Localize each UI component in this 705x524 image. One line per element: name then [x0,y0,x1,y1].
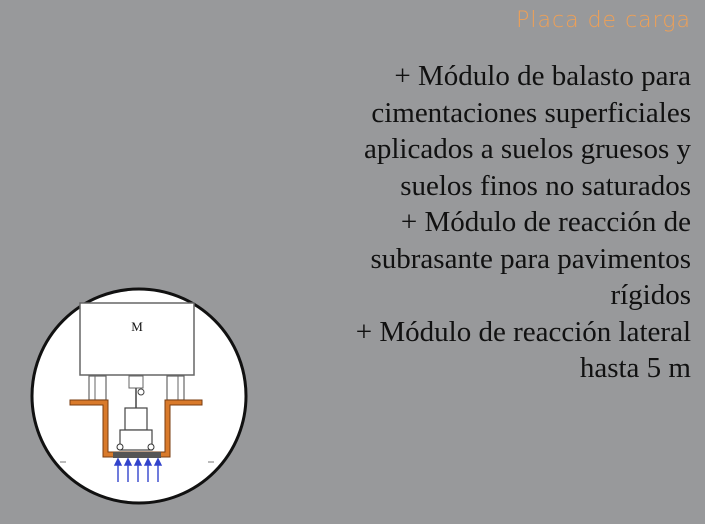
hydraulic-jack [125,408,147,430]
shaft-top [129,376,143,388]
text-line: suelos finos no saturados [400,169,691,202]
text-line: + Módulo de balasto para [394,60,691,92]
motor-label: M [131,319,143,334]
slide-title: Placa de carga [516,8,691,33]
base-plate [113,452,161,458]
load-cell [120,430,152,450]
right-foot [167,376,184,400]
text-line: + Módulo de reacción de [400,206,691,238]
text-line: cimentaciones superficiales [371,96,691,129]
text-line: subrasante para pavimentos [370,242,691,275]
text-line: + Módulo de reacción lateral [355,315,691,348]
left-foot [89,376,106,400]
text-line: aplicados a suelos gruesos y [364,133,691,165]
text-line: hasta 5 m [579,352,691,384]
text-line: rígidos [610,279,691,311]
motor-box [80,303,194,375]
